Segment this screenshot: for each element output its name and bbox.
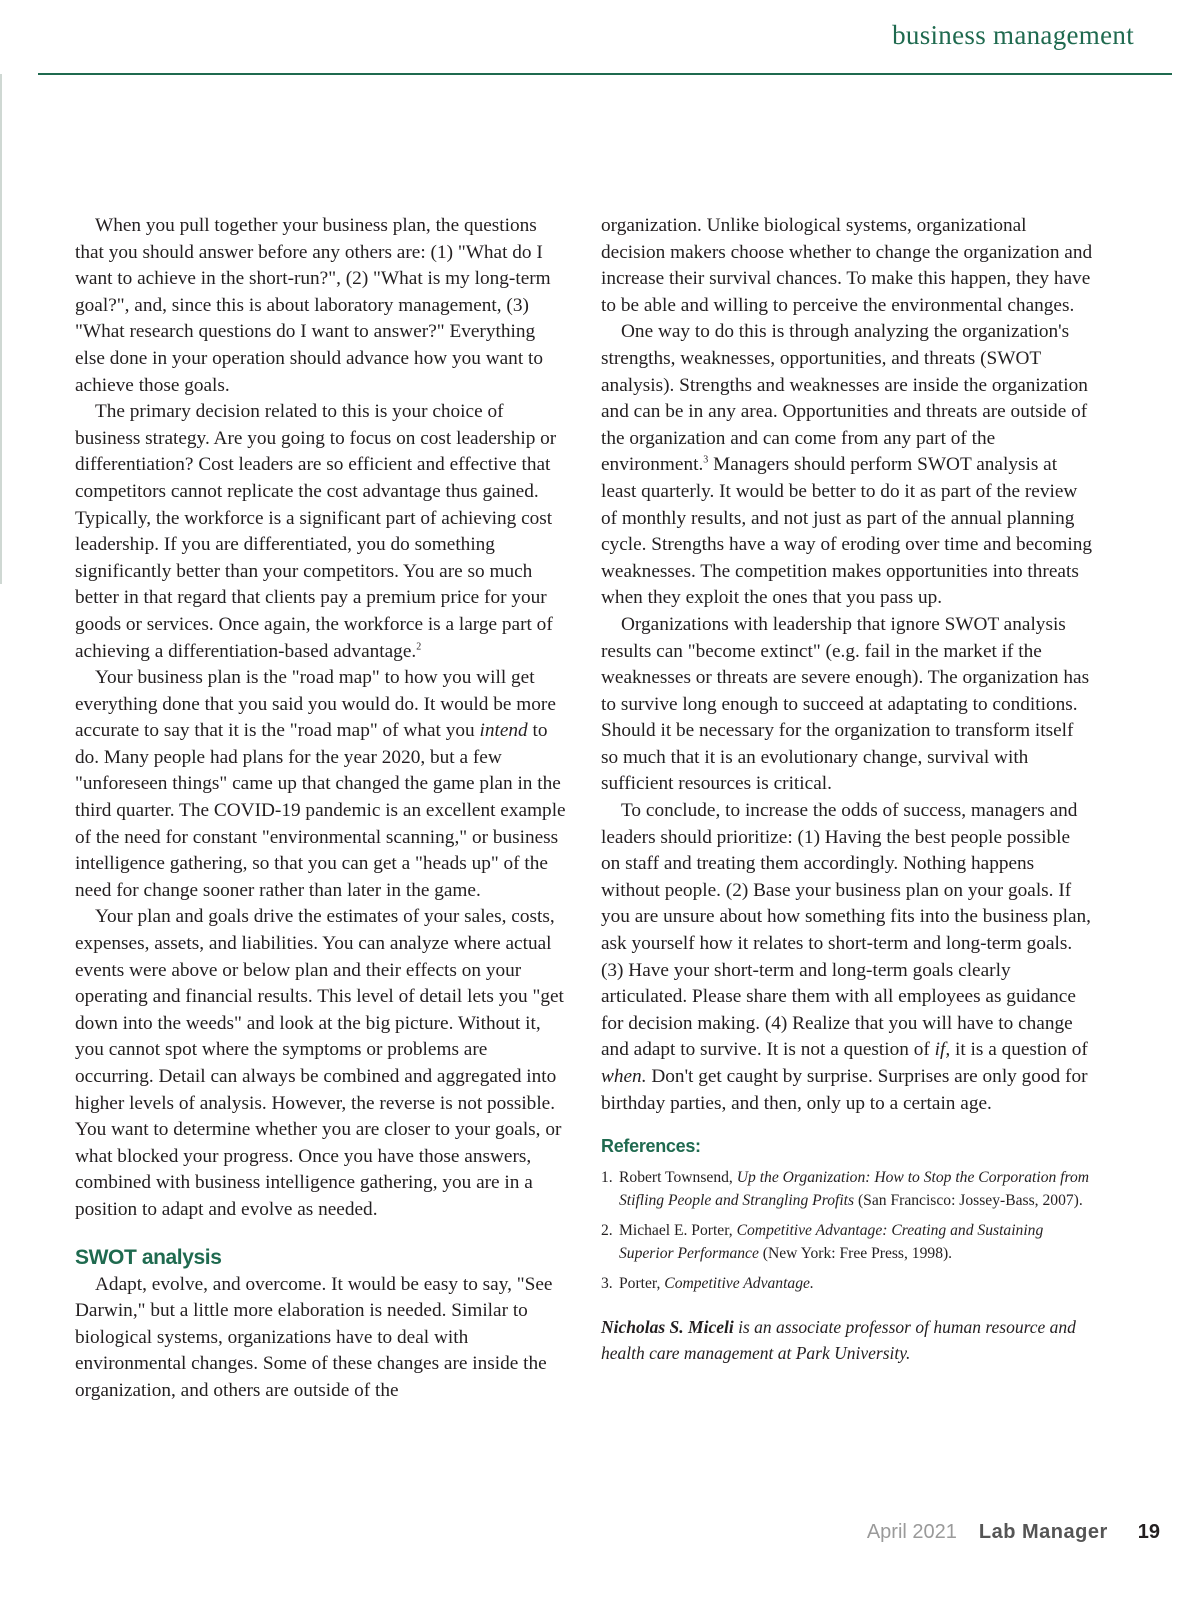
paragraph: Your business plan is the "road map" to how you will get everything done that you said you would do. It would be more accurate to say that it is the "road map" of what you intend to do. Many people had plans for the year 2020, but a few "unforeseen things" came up that changed the game plan in the third quarter. The COVID-19 pandemic is an excellent example of the need for constant "environmental scanning," or business intelligence gathering, so that you can get a "heads up" of the need for change sooner rather than later in the game. bbox=[75, 667, 566, 901]
magazine-name: Lab Manager bbox=[978, 1521, 1108, 1543]
paragraph: When you pull together your business plan, the questions that you should answer before any others are: (1) "What do I want to achieve in the short-run?", (2) "What is my long-term goal?", and, since this is about laboratory management, (3) "What research questions do I want to answer?" Everything else done in your operation should advance how you want to achieve those goals. bbox=[75, 215, 551, 396]
paragraph: organization. Unlike biological systems, organizational decision makers choose whether to change the organization and increase their survival chances. To make this happen, they have to be able and willing to perceive the environmental changes. bbox=[601, 215, 1093, 316]
emphasis: intend bbox=[479, 720, 528, 742]
paragraph: To conclude, to increase the odds of success, managers and leaders should prioritize: (1) Having the best people possible on staff and treating them accordingly. Nothing happens without people. (2) Base your business plan on your goals. If you are unsure about how something fits into the business plan, ask yourself how it relates to short-term and long-term goals. (3) Have your short-term and long-term goals clearly articulated. Please share them with all employees as guidance for decision making. (4) Realize that you will have to change and adapt to survive. It is not a question of if, it is a question of when. Don't get caught by surprise. Surprises are only good for birthday parties, and then, only up to a certain age. bbox=[601, 800, 1091, 1114]
paragraph: One way to do this is through analyzing the organization's strengths, weaknesses, opportunities, and threats (SWOT analysis). Strengths and weaknesses are inside the organization and can be in any area. Opportunities and threats are outside of the organization and can come from any part of the environment.$^3$ Managers should perform SWOT analysis at least quarterly. It would be better to do it as part of the review of monthly results, and not just as part of the annual planning cycle. Strengths have a way of eroding over time and becoming weaknesses. The competition makes opportunities into threats when they exploit the ones that you pass up. bbox=[601, 321, 1092, 609]
issue-date: April 2021 bbox=[866, 1521, 957, 1543]
references-list bbox=[601, 1167, 1094, 1296]
paragraph: Your plan and goals drive the estimates of your sales, costs, expenses, assets, and liabilities. You can analyze where actual events were above or below plan and their effects on your operating and financial results. This level of detail lets you "get down into the weeds" and look at the big picture. Without it, you cannot spot where the symptoms or problems are occurring. Detail can always be combined and aggregated into higher levels of analysis. However, the reverse is not possible. You want to determine whether you are closer to your goals, or what blocked your progress. Once you have those answers, combined with business intelligence gathering, you are in a position to adapt and evolve as needed. bbox=[75, 906, 564, 1220]
margin-line bbox=[0, 74, 2, 584]
page-footer bbox=[867, 1521, 1160, 1544]
reference-item: 3. Porter, Competitive Advantage. bbox=[601, 1275, 814, 1293]
section-heading: SWOT analysis bbox=[75, 1245, 222, 1269]
references-heading: References: bbox=[601, 1136, 701, 1157]
left-column bbox=[75, 213, 568, 1405]
footnote-ref: 3 bbox=[703, 454, 709, 466]
section-title: business management bbox=[892, 20, 1134, 50]
reference-item: 1. Robert Townsend, Up the Organization: How to Stop the Corporation from Stifling People and Strangling Profits (San Francisco: Jossey-Bass, 2007). bbox=[601, 1169, 1090, 1209]
page-number: 19 bbox=[1137, 1521, 1160, 1543]
paragraph: Adapt, evolve, and overcome. It would be easy to say, "See Darwin," but a little more elaboration is needed. Similar to biological systems, organizations have to deal with environmental changes. Some of these changes are inside the organization, and others are outside of the bbox=[75, 1273, 553, 1401]
header-rule bbox=[38, 73, 1172, 75]
emphasis: when. bbox=[601, 1066, 647, 1087]
footnote-ref: 2 bbox=[416, 641, 422, 653]
author-bio: Nicholas S. Miceli is an associate professor of human resource and health care management at Park University. bbox=[601, 1316, 1076, 1363]
emphasis: if, bbox=[934, 1039, 951, 1061]
paragraph: Organizations with leadership that ignore SWOT analysis results can "become extinct" (e.g. fail in the market if the weaknesses or threats are severe enough). The organization has to survive long enough to succeed at adaptating to conditions. Should it be necessary for the organization to transform itself so much that it is an evolutionary change, survival with sufficient resources is critical. bbox=[601, 613, 1090, 795]
reference-item: 2. Michael E. Porter, Competitive Advantage: Creating and Sustaining Superior Performance (New York: Free Press, 1998). bbox=[601, 1222, 1044, 1262]
paragraph: The primary decision related to this is your choice of business strategy. Are you going to focus on cost leadership or differentiation? Cost leaders are so efficient and effective that competitors cannot replicate the cost advantage thus gained. Typically, the workforce is a significant part of achieving cost leadership. If you are differentiated, you do something significantly better than your competitors. You are so much better in that regard that clients pay a premium price for your goods or services. Once again, the workforce is a large part of achieving a differentiation-based advantage.$^2$ bbox=[75, 401, 557, 662]
right-column bbox=[601, 213, 1094, 1366]
author-name: Nicholas S. Miceli bbox=[601, 1316, 734, 1337]
